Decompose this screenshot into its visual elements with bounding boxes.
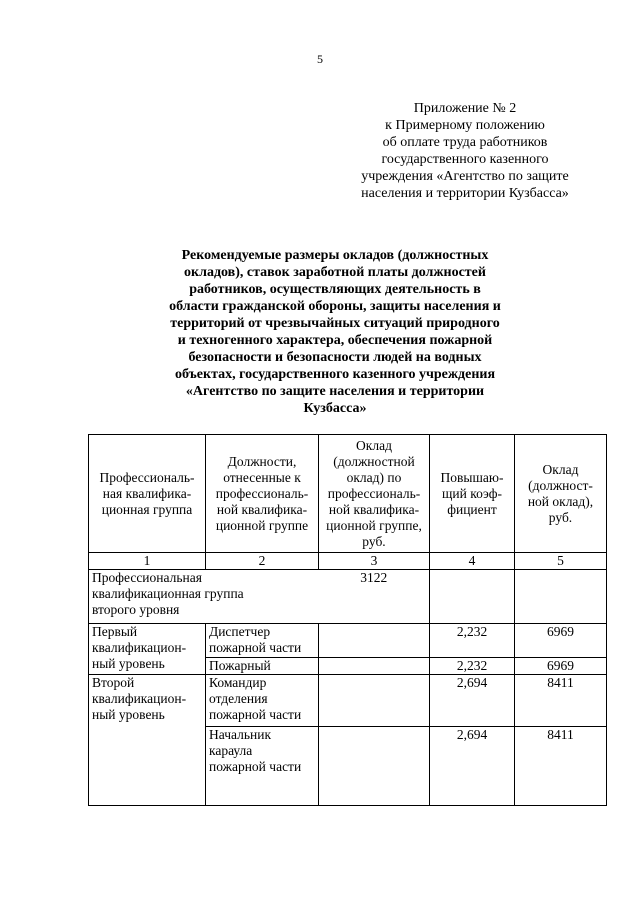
header-professional-group: Профессиональ- ная квалифика- ционная группа	[89, 435, 206, 553]
column-number: 1	[89, 553, 206, 570]
table-header-row	[89, 435, 607, 553]
appendix-line: населения и территории Кузбасса»	[361, 186, 569, 201]
column-number: 3	[319, 553, 430, 570]
empty-cell	[430, 570, 515, 624]
coefficient-value: 2,232	[430, 658, 515, 675]
position-name: Пожарный	[206, 658, 319, 675]
title-line: Рекомендуемые размеры окладов (должностных	[181, 248, 489, 263]
coefficient-value: 2,232	[430, 624, 515, 658]
header-group-salary: Оклад (должностной оклад) по профессиональ- ной квалифика- ционной группе, руб.	[319, 435, 430, 553]
empty-cell	[319, 727, 430, 806]
empty-cell	[319, 624, 430, 658]
table-row-group	[89, 570, 607, 624]
salary-value: 6969	[515, 658, 607, 675]
header-positions: Должности, отнесенные к профессиональ- ной квалифика- ционной группе	[206, 435, 319, 553]
appendix-line: государственного казенного	[381, 152, 549, 167]
empty-cell	[319, 658, 430, 675]
salary-value: 8411	[515, 675, 607, 727]
appendix-block	[345, 100, 585, 202]
header-salary: Оклад (должност- ной оклад), руб.	[515, 435, 607, 553]
title-line: области гражданской обороны, защиты населения и	[169, 299, 501, 314]
coefficient-value: 2,694	[430, 727, 515, 806]
title-line: «Агентство по защите населения и территории	[185, 384, 485, 399]
column-number: 5	[515, 553, 607, 570]
title-line: Кузбасса»	[303, 401, 367, 416]
appendix-line: об оплате труда работников	[382, 135, 548, 150]
position-name: Начальник караула пожарной части	[206, 727, 319, 806]
table-row	[89, 624, 607, 658]
appendix-line: Приложение № 2	[413, 101, 517, 116]
salary-value: 8411	[515, 727, 607, 806]
page-number: 5	[317, 52, 323, 66]
group-name: Профессиональная квалификационная группа второго уровня	[89, 570, 319, 624]
document-title	[150, 247, 520, 417]
position-name: Диспетчер пожарной части	[206, 624, 319, 658]
table-row	[89, 675, 607, 727]
column-numbers-row	[89, 553, 607, 570]
column-number: 2	[206, 553, 319, 570]
appendix-line: учреждения «Агентство по защите	[361, 169, 569, 184]
title-line: безопасности и безопасности людей на водных	[188, 350, 482, 365]
group-salary: 3122	[319, 570, 430, 624]
salary-table	[88, 434, 607, 806]
title-line: и техногенного характера, обеспечения пожарной	[177, 333, 493, 348]
empty-cell	[515, 570, 607, 624]
level2-name: Второй квалификацион- ный уровень	[89, 675, 206, 806]
title-line: работников, осуществляющих деятельность в	[189, 282, 481, 297]
empty-cell	[319, 675, 430, 727]
position-name: Командир отделения пожарной части	[206, 675, 319, 727]
salary-value: 6969	[515, 624, 607, 658]
coefficient-value: 2,694	[430, 675, 515, 727]
level1-name: Первый квалификацион- ный уровень	[89, 624, 206, 675]
title-line: окладов), ставок заработной платы должностей	[184, 265, 486, 280]
header-coefficient: Повышаю- щий коэф- фициент	[430, 435, 515, 553]
appendix-line: к Примерному положению	[385, 118, 545, 133]
title-line: объектах, государственного казенного учреждения	[174, 367, 496, 382]
column-number: 4	[430, 553, 515, 570]
title-line: территорий от чрезвычайных ситуаций природного	[170, 316, 500, 331]
